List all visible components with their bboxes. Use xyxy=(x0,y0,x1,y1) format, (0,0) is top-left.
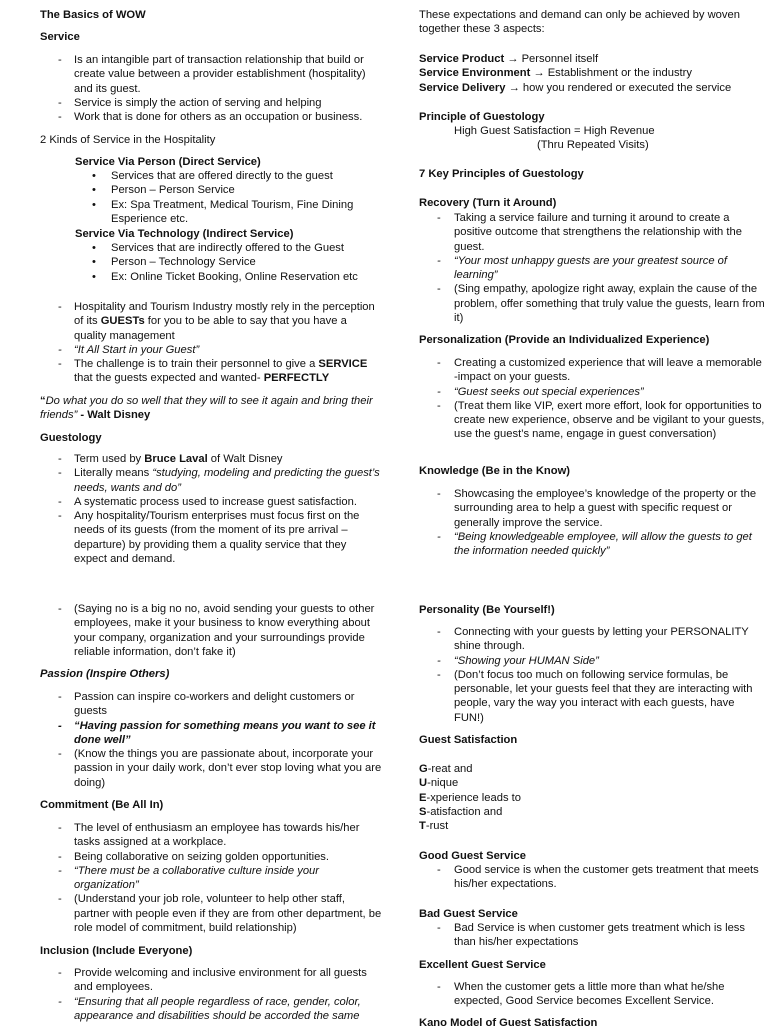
list-item: • Person – Person Service xyxy=(75,183,382,197)
inclusion-list xyxy=(40,966,382,1023)
key-principles-heading: 7 Key Principles of Guestology xyxy=(419,168,584,180)
knowledge-list xyxy=(419,487,767,558)
acrostic-line: E-xperience leads to xyxy=(419,791,521,804)
inclusion-heading: Inclusion (Include Everyone) xyxy=(40,945,193,957)
list-item: - Is an intangible part of transaction relationship that build or create value between a provider establishment (hospitality) and its guest. xyxy=(40,53,382,96)
document-title: The Basics of WOW xyxy=(40,9,146,21)
acrostic-line: G-reat and xyxy=(419,763,473,775)
satisfaction-heading: Guest Satisfaction xyxy=(419,734,518,746)
guestology-list xyxy=(40,452,382,566)
list-item: - (Understand your job role, volunteer to help other staff, partner with people even if they are from other department, be role model of commitment, build relationship) xyxy=(40,892,382,935)
aspects-intro: These expectations and demand can only be achieved by woven together these 3 aspects: xyxy=(419,9,740,36)
aspects-list xyxy=(419,52,767,95)
aspect-line: Service Delivery → how you rendered or executed the service xyxy=(419,81,732,94)
list-item: - (Sing empathy, apologize right away, explain the cause of the problem, offer something that truly value the guests, learn from it) xyxy=(419,282,767,325)
via-person-heading: Service Via Person (Direct Service) xyxy=(75,156,261,168)
good-service-heading: Good Guest Service xyxy=(419,850,526,862)
commitment-list xyxy=(40,821,382,935)
kinds-intro: 2 Kinds of Service in the Hospitality xyxy=(40,134,216,146)
acrostic-line: T-rust xyxy=(419,820,449,833)
list-item: - “Your most unhappy guests are your greatest source of learning” xyxy=(419,254,767,283)
list-item: - Any hospitality/Tourism enterprises must focus first on the needs of its guests (from the moment of its pre arrival – departure) by providing them a quality service that they expect and demand. xyxy=(40,509,382,566)
list-item: - “Having passion for something means you want to see it done well” xyxy=(40,719,382,748)
personalization-heading: Personalization (Provide an Individualized Experience) xyxy=(419,334,710,346)
passion-list xyxy=(40,690,382,790)
list-item: - Provide welcoming and inclusive environment for all guests and employees. xyxy=(40,966,382,995)
list-item: - Service is simply the action of serving and helping xyxy=(40,96,382,110)
commitment-heading: Commitment (Be All In) xyxy=(40,799,164,811)
list-item: - Creating a customized experience that will leave a memorable -impact on your guests. xyxy=(419,356,767,385)
list-item: - Term used by Bruce Laval of Walt Disney xyxy=(40,452,382,466)
acrostic-line: S-atisfaction and xyxy=(419,805,503,818)
acrostic-line: U-nique xyxy=(419,777,459,790)
via-tech-list xyxy=(40,241,382,284)
list-item: - Hospitality and Tourism Industry mostly rely in the perception of its GUESTs for you to be able to say that you have a quality management xyxy=(40,300,382,343)
principle-line-2: (Thru Repeated Visits) xyxy=(537,139,649,151)
excellent-service-heading: Excellent Guest Service xyxy=(419,959,546,971)
list-item: - “There must be a collaborative culture inside your organization” xyxy=(40,864,382,893)
list-item: - The challenge is to train their personnel to give a SERVICE that the guests expected and wanted- PERFECTLY xyxy=(40,357,382,386)
walt-disney-quote: “Do what you do so well that they will to see it again and bring their friends” - Walt Disney xyxy=(40,395,373,422)
knowledge-heading: Knowledge (Be in the Know) xyxy=(419,465,571,477)
kano-heading: Kano Model of Guest Satisfaction xyxy=(419,1017,598,1029)
list-item: - Passion can inspire co-workers and delight customers or guests xyxy=(40,690,382,719)
list-item: - “It All Start in your Guest” xyxy=(40,343,382,357)
list-item: - (Saying no is a big no no, avoid sending your guests to other employees, make it your business to know everything about your company, organization and your surroundings provide reliable information, don’t fake it) xyxy=(40,602,382,659)
list-item: - Work that is done for others as an occupation or business. xyxy=(40,110,382,124)
bad-service-list xyxy=(419,921,767,950)
principle-heading: Principle of Guestology xyxy=(419,111,545,123)
guest-acrostic xyxy=(419,762,767,833)
personality-heading: Personality (Be Yourself!) xyxy=(419,604,555,616)
aspect-line: Service Product → Personnel itself xyxy=(419,53,599,65)
list-item: • Ex: Spa Treatment, Medical Tourism, Fine Dining Esperience etc. xyxy=(75,198,382,227)
list-item: - Being collaborative on seizing golden opportunities. xyxy=(40,850,382,864)
bad-service-heading: Bad Guest Service xyxy=(419,908,518,920)
personality-list xyxy=(419,625,767,725)
list-item: • Services that are indirectly offered to the Guest xyxy=(75,241,382,255)
industry-list xyxy=(40,300,382,386)
list-item: - A systematic process used to increase guest satisfaction. xyxy=(40,495,382,509)
list-item: - Bad Service is when customer gets treatment which is less than his/her expectations xyxy=(419,921,767,950)
aspect-line: Service Environment → Establishment or the industry xyxy=(419,67,692,80)
list-item: - Literally means “studying, modeling and predicting the guest’s needs, wants and do” xyxy=(40,466,382,495)
service-list xyxy=(40,53,382,124)
service-heading: Service xyxy=(40,31,80,43)
personalization-list xyxy=(419,356,767,442)
list-item: - “Being knowledgeable employee, will allow the guests to get the information needed quickly” xyxy=(419,530,767,559)
list-item: - Taking a service failure and turning it around to create a positive outcome that strengthens the relationship with the guest. xyxy=(419,211,767,254)
via-person-list xyxy=(40,169,382,226)
via-tech-heading: Service Via Technology (Indirect Service) xyxy=(75,228,294,240)
list-item: - Connecting with your guests by letting your PERSONALITY shine through. xyxy=(419,625,767,654)
list-item: - (Treat them like VIP, exert more effort, look for opportunities to create new experience, observe and be vigilant to your guests, use the guest’s name, engage in guest conversation) xyxy=(419,399,767,442)
list-item: - “Ensuring that all people regardless of race, gender, color, appearance and disabilities should be accorded the same xyxy=(40,995,382,1024)
passion-heading: Passion (Inspire Others) xyxy=(40,668,170,680)
recovery-list xyxy=(419,211,767,325)
list-item: • Ex: Online Ticket Booking, Online Reservation etc xyxy=(75,270,382,284)
excellent-service-list xyxy=(419,980,767,1009)
list-item: - “Showing your HUMAN Side” xyxy=(419,654,767,668)
guestology-heading: Guestology xyxy=(40,432,102,444)
list-item: • Person – Technology Service xyxy=(75,255,382,269)
list-item: - Showcasing the employee’s knowledge of the property or the surrounding area to help a guest with specific request or generally improve the service. xyxy=(419,487,767,530)
list-item: • Services that are offered directly to the guest xyxy=(75,169,382,183)
recovery-heading: Recovery (Turn it Around) xyxy=(419,197,557,209)
good-service-list xyxy=(419,863,767,892)
list-item: - The level of enthusiasm an employee has towards his/her tasks assigned at a workplace. xyxy=(40,821,382,850)
list-item: - When the customer gets a little more than what he/she expected, Good Service becomes Excellent Service. xyxy=(419,980,767,1009)
list-item: - (Don’t focus too much on following service formulas, be personable, let your guests feel that they are interacting with people, vary the way you interact with each guests, have FUN!) xyxy=(419,668,767,725)
saying-no-list xyxy=(40,602,382,659)
principle-line-1: High Guest Satisfaction = High Revenue xyxy=(454,125,655,137)
list-item: - Good service is when the customer gets treatment that meets his/her expectations. xyxy=(419,863,767,892)
list-item: - “Guest seeks out special experiences” xyxy=(419,385,767,399)
list-item: - (Know the things you are passionate about, incorporate your passion in your daily work, don’t ever stop loving what you are doing) xyxy=(40,747,382,790)
